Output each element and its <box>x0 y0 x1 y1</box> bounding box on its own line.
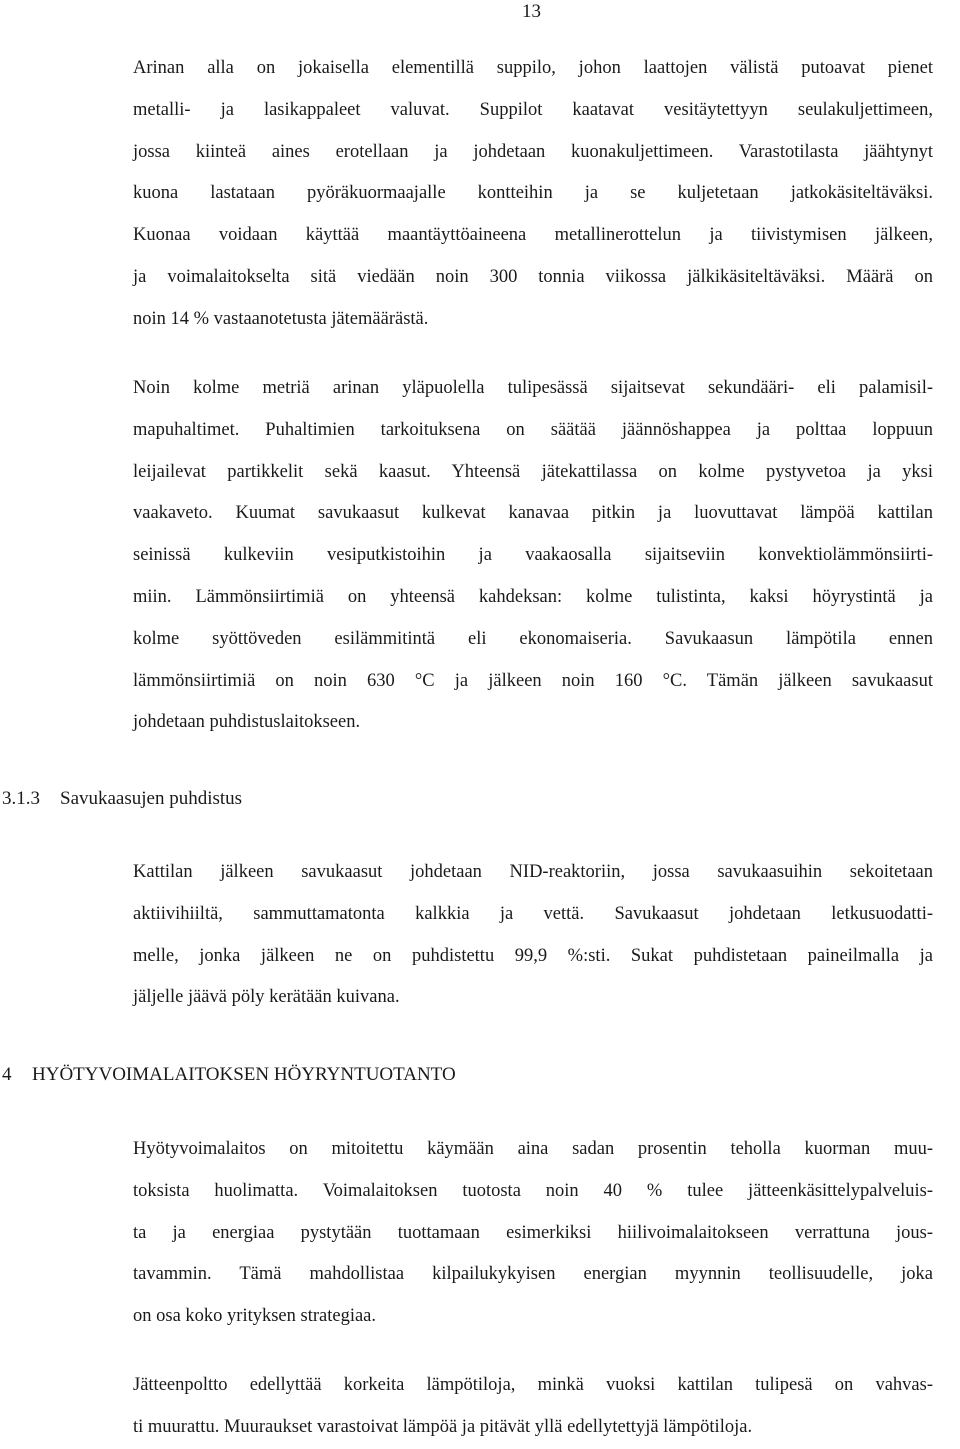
paragraph-line: jossa kiinteä aines erotellaan ja johdetaan kuonakuljettimeen. Varastotilasta jäähtynyt <box>133 141 933 162</box>
section-title: Savukaasujen puhdistus <box>60 788 243 809</box>
paragraph-line: ja voimalaitokselta sitä viedään noin 300 tonnia viikossa jälkikäsiteltäväksi. Määrä on <box>133 266 933 287</box>
paragraph-line: mapuhaltimet. Puhaltimien tarkoituksena on säätää jäännöshappea ja polttaa loppuun <box>133 419 933 440</box>
paragraph-line: leijailevat partikkelit sekä kaasut. Yhteensä jätekattilassa on kolme pystyvetoa ja yksi <box>133 461 933 482</box>
paragraph-line: seinissä kulkeviin vesiputkistoihin ja vaakaosalla sijaitseviin konvektiolämmönsiirti- <box>133 545 933 566</box>
paragraph-line: Kattilan jälkeen savukaasut johdetaan NID-reaktoriin, jossa savukaasuihin sekoitetaan <box>133 862 933 882</box>
paragraph-line: noin 14 % vastaanotetusta jätemäärästä. <box>133 308 429 329</box>
chapter-title: HYÖTYVOIMALAITOKSEN HÖYRYNTUOTANTO <box>32 1064 456 1085</box>
section-heading-3-1-3 <box>2 787 242 811</box>
paragraph-line: melle, jonka jälkeen ne on puhdistettu 99,9 %:sti. Sukat puhdistetaan paineilmalla ja <box>133 945 933 966</box>
paragraph-boiler <box>133 368 933 744</box>
paragraph-line: vaakaveto. Kuumat savukaasut kulkevat kanavaa pitkin ja luovuttavat lämpöä kattilan <box>133 503 933 524</box>
paragraph-line: ti muurattu. Muuraukset varastoivat lämpöä ja pitävät yllä edellytettyjä lämpötiloja. <box>133 1416 753 1437</box>
paragraph-line: metalli- ja lasikappaleet valuvat. Suppilot kaatavat vesitäytettyyn seulakuljettimeen, <box>133 99 933 120</box>
chapter-number: 4 <box>2 1064 12 1085</box>
paragraph-line: tavammin. Tämä mahdollistaa kilpailukykyisen energian myynnin teollisuudelle, joka <box>133 1264 933 1285</box>
paragraph-line: Arinan alla on jokaisella elementillä suppilo, johon laattojen välistä putoavat pienet <box>133 58 933 78</box>
paragraph-plant-capacity <box>133 1129 933 1338</box>
paragraph-line: ta ja energiaa pystytään tuottamaan esimerkiksi hiilivoimalaitokseen verrattuna jous- <box>133 1222 933 1243</box>
paragraph-line: aktiivihiiltä, sammuttamatonta kalkkia ja vettä. Savukaasut johdetaan letkusuodatti- <box>133 903 933 924</box>
paragraph-line: kuona lastataan pyöräkuormaajalle kontteihin ja se kuljetetaan jatkokäsiteltäväksi. <box>133 183 933 204</box>
paragraph-line: Jätteenpoltto edellyttää korkeita lämpötiloja, minkä vuoksi kattilan tulipesä on vahvas- <box>133 1375 933 1395</box>
paragraph-line: Kuonaa voidaan käyttää maantäyttöaineena metallinerottelun ja tiivistymisen jälkeen, <box>133 225 933 246</box>
paragraph-incineration-temperature <box>133 1365 933 1449</box>
paragraph-line: kolme syöttöveden esilämmitintä eli ekonomaiseria. Savukaasun lämpötila ennen <box>133 628 933 649</box>
paragraph-line: Noin kolme metriä arinan yläpuolella tulipesässä sijaitsevat sekundääri- eli palamisil- <box>133 378 933 398</box>
page-number: 13 <box>522 1 541 22</box>
paragraph-line: on osa koko yrityksen strategiaa. <box>133 1306 377 1327</box>
paragraph-line: miin. Lämmönsiirtimiä on yhteensä kahdeksan: kolme tulistinta, kaksi höyrystintä ja <box>133 586 933 607</box>
paragraph-line: jäljelle jäävä pöly kerätään kuivana. <box>133 987 400 1008</box>
paragraph-flue-gas-cleaning <box>133 852 933 1019</box>
chapter-heading-4 <box>2 1063 456 1087</box>
paragraph-line: johdetaan puhdistuslaitokseen. <box>133 712 361 733</box>
paragraph-line: Hyötyvoimalaitos on mitoitettu käymään aina sadan prosentin teholla kuorman muu- <box>133 1139 933 1159</box>
paragraph-line: toksista huolimatta. Voimalaitoksen tuotosta noin 40 % tulee jätteenkäsittelypalveluis- <box>133 1180 933 1201</box>
paragraph-line: lämmönsiirtimiä on noin 630 °C ja jälkeen noin 160 °C. Tämän jälkeen savukaasut <box>133 670 933 691</box>
paragraph-slag-handling <box>133 48 933 341</box>
section-number: 3.1.3 <box>2 788 40 809</box>
